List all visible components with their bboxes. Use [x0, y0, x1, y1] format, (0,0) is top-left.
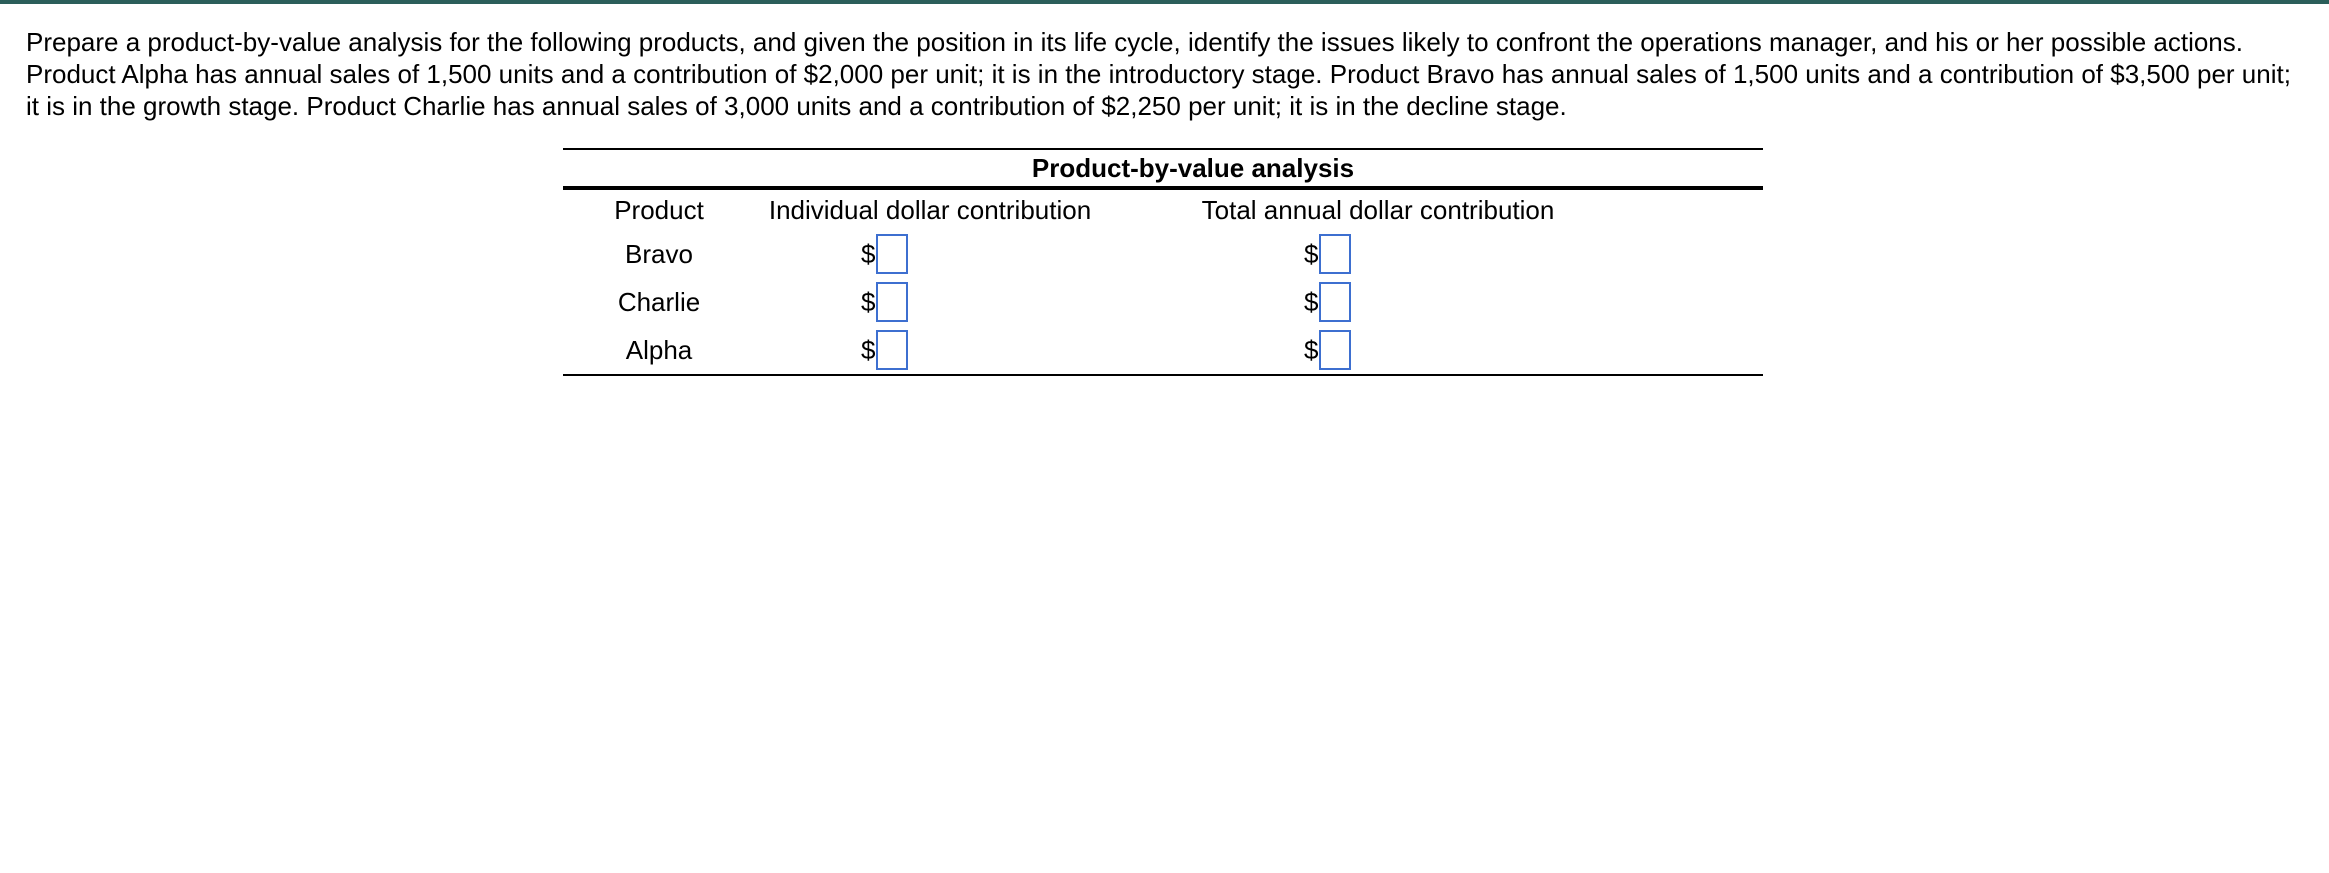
question-line-3: it is in the growth stage. Product Charlie has annual sales of 3,000 units and a contribution of $2,250 per unit; it is in the decline stage.	[26, 91, 1567, 121]
alpha-individual-input[interactable]	[876, 330, 908, 370]
table-bottom-rule	[563, 374, 1763, 376]
total-contribution-cell	[1304, 230, 1444, 278]
question-line-2: Product Alpha has annual sales of 1,500 units and a contribution of $2,000 per unit; it is in the introductory stage. Product Bravo has annual sales of 1,500 units and a contribution of $3,500 per unit;	[26, 59, 2291, 89]
table-row	[563, 278, 1763, 326]
currency-symbol: $	[861, 238, 876, 269]
currency-symbol: $	[1304, 286, 1319, 317]
currency-symbol: $	[1304, 238, 1319, 269]
individual-contribution-cell	[861, 326, 1001, 374]
individual-contribution-cell	[861, 230, 1001, 278]
charlie-total-input[interactable]	[1319, 282, 1351, 322]
header-individual-contribution: Individual dollar contribution	[768, 194, 1092, 225]
charlie-individual-input[interactable]	[876, 282, 908, 322]
total-contribution-cell	[1304, 278, 1444, 326]
bravo-individual-input[interactable]	[876, 234, 908, 274]
product-name: Charlie	[617, 286, 701, 317]
header-product: Product	[614, 194, 704, 225]
question-line-1: Prepare a product-by-value analysis for the following products, and given the position in its life cycle, identify the issues likely to confront the operations manager, and his or her possible actions.	[26, 27, 2243, 57]
product-name: Alpha	[625, 334, 693, 365]
bravo-total-input[interactable]	[1319, 234, 1351, 274]
currency-symbol: $	[861, 334, 876, 365]
product-name: Bravo	[625, 238, 693, 269]
currency-symbol: $	[1304, 334, 1319, 365]
total-contribution-cell	[1304, 326, 1444, 374]
table-header-row	[563, 190, 1763, 230]
product-by-value-table	[563, 148, 1763, 376]
top-accent-bar	[0, 0, 2329, 4]
header-total-contribution: Total annual dollar contribution	[1201, 194, 1555, 225]
question-text	[26, 26, 2316, 122]
table-row	[563, 230, 1763, 278]
table-caption: Product-by-value analysis	[1031, 153, 1355, 183]
table-row	[563, 326, 1763, 374]
individual-contribution-cell	[861, 278, 1001, 326]
currency-symbol: $	[861, 286, 876, 317]
alpha-total-input[interactable]	[1319, 330, 1351, 370]
